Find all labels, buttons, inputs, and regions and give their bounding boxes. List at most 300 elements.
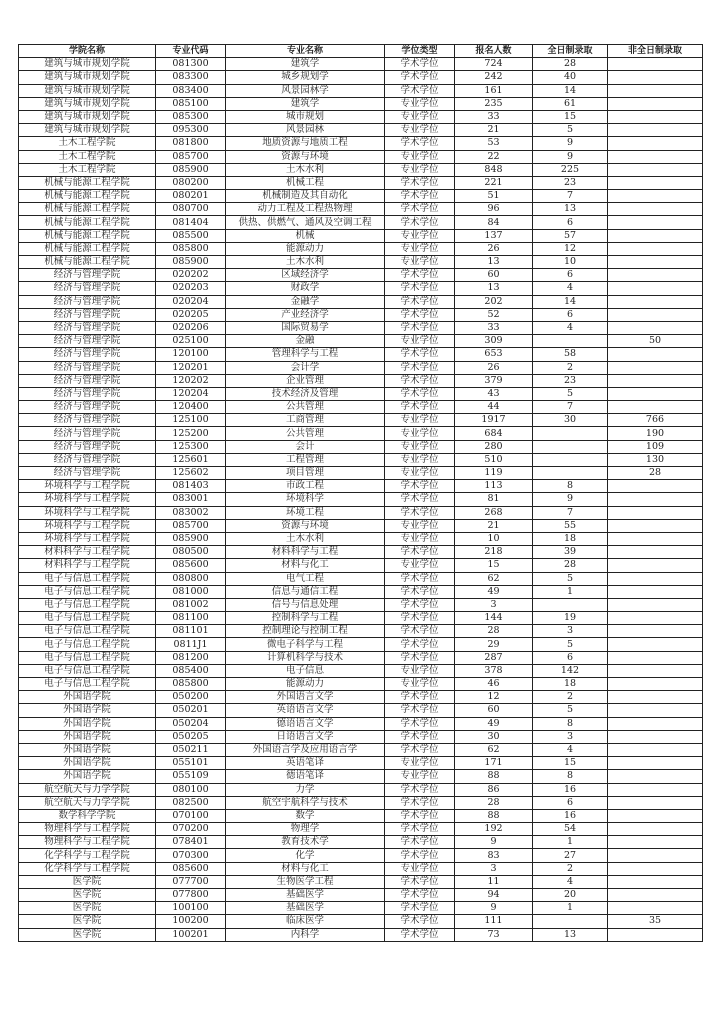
cell-fulltime-admitted: 12 [533,242,608,255]
cell-college: 材料科学与工程学院 [19,546,156,559]
cell-degree-type: 学术学位 [385,71,455,84]
cell-applicants: 242 [455,71,533,84]
cell-fulltime-admitted: 142 [533,664,608,677]
cell-fulltime-admitted: 39 [533,546,608,559]
cell-college: 电子与信息工程学院 [19,572,156,585]
cell-parttime-admitted [608,704,703,717]
cell-major-name: 建筑学 [226,58,385,71]
table-row [19,308,703,321]
cell-applicants: 51 [455,190,533,203]
cell-applicants: 9 [455,902,533,915]
cell-major-name: 日语语言文学 [226,730,385,743]
cell-major-name: 城乡规划学 [226,71,385,84]
cell-major-name: 英语笔译 [226,757,385,770]
cell-parttime-admitted [608,572,703,585]
cell-college: 建筑与城市规划学院 [19,71,156,84]
cell-degree-type: 学术学位 [385,585,455,598]
cell-major-code: 081300 [156,58,226,71]
table-row [19,889,703,902]
cell-degree-type: 学术学位 [385,638,455,651]
cell-major-name: 城市规划 [226,110,385,123]
table-row [19,717,703,730]
cell-major-name: 土木水利 [226,256,385,269]
header-fulltime-admitted: 全日制录取 [533,45,608,58]
table-row [19,783,703,796]
cell-major-code: 078401 [156,836,226,849]
cell-fulltime-admitted: 9 [533,493,608,506]
cell-college: 医学院 [19,875,156,888]
cell-fulltime-admitted: 5 [533,124,608,137]
cell-major-name: 德语语言文学 [226,717,385,730]
cell-major-name: 工商管理 [226,414,385,427]
cell-college: 土木工程学院 [19,150,156,163]
cell-major-code: 080700 [156,203,226,216]
cell-major-name: 力学 [226,783,385,796]
cell-parttime-admitted [608,532,703,545]
cell-applicants: 1917 [455,414,533,427]
cell-applicants: 218 [455,546,533,559]
cell-fulltime-admitted [533,598,608,611]
cell-major-code: 081200 [156,651,226,664]
cell-college: 经济与管理学院 [19,467,156,480]
cell-parttime-admitted: 50 [608,335,703,348]
cell-college: 数学科学学院 [19,809,156,822]
cell-degree-type: 专业学位 [385,664,455,677]
cell-fulltime-admitted: 1 [533,902,608,915]
cell-college: 机械与能源工程学院 [19,229,156,242]
cell-fulltime-admitted: 6 [533,269,608,282]
cell-parttime-admitted [608,374,703,387]
cell-degree-type: 学术学位 [385,282,455,295]
cell-parttime-admitted [608,401,703,414]
cell-applicants: 192 [455,823,533,836]
cell-degree-type: 学术学位 [385,717,455,730]
cell-applicants: 49 [455,717,533,730]
cell-degree-type: 专业学位 [385,97,455,110]
cell-college: 经济与管理学院 [19,348,156,361]
cell-fulltime-admitted: 2 [533,862,608,875]
table-row [19,295,703,308]
cell-applicants: 60 [455,704,533,717]
cell-degree-type: 学术学位 [385,572,455,585]
cell-college: 经济与管理学院 [19,282,156,295]
cell-fulltime-admitted: 20 [533,889,608,902]
cell-fulltime-admitted: 4 [533,743,608,756]
cell-degree-type: 专业学位 [385,559,455,572]
table-row [19,84,703,97]
table-row [19,493,703,506]
cell-applicants: 28 [455,625,533,638]
cell-college: 经济与管理学院 [19,295,156,308]
table-row [19,440,703,453]
cell-major-name: 会计 [226,440,385,453]
cell-applicants: 13 [455,282,533,295]
admissions-table [18,44,703,942]
cell-parttime-admitted [608,836,703,849]
cell-major-code: 020203 [156,282,226,295]
cell-applicants: 510 [455,453,533,466]
cell-applicants: 379 [455,374,533,387]
cell-parttime-admitted [608,163,703,176]
cell-major-code: 081800 [156,137,226,150]
cell-degree-type: 学术学位 [385,743,455,756]
cell-parttime-admitted [608,638,703,651]
cell-applicants: 11 [455,875,533,888]
cell-degree-type: 学术学位 [385,875,455,888]
cell-major-code: 085700 [156,519,226,532]
cell-college: 外国语学院 [19,757,156,770]
cell-parttime-admitted [608,480,703,493]
cell-college: 经济与管理学院 [19,361,156,374]
cell-major-code: 020202 [156,269,226,282]
table-row [19,97,703,110]
cell-parttime-admitted [608,203,703,216]
cell-applicants: 235 [455,97,533,110]
cell-fulltime-admitted: 4 [533,282,608,295]
cell-fulltime-admitted: 15 [533,110,608,123]
cell-degree-type: 学术学位 [385,137,455,150]
cell-major-code: 070300 [156,849,226,862]
cell-fulltime-admitted: 57 [533,229,608,242]
cell-degree-type: 学术学位 [385,730,455,743]
cell-applicants: 53 [455,137,533,150]
cell-degree-type: 专业学位 [385,453,455,466]
table-row [19,256,703,269]
cell-parttime-admitted [608,770,703,783]
cell-parttime-admitted [608,612,703,625]
cell-major-name: 物理学 [226,823,385,836]
cell-degree-type: 学术学位 [385,902,455,915]
cell-degree-type: 专业学位 [385,256,455,269]
cell-major-name: 基础医学 [226,889,385,902]
header-major-name: 专业名称 [226,45,385,58]
cell-major-code: 085500 [156,229,226,242]
cell-major-code: 050204 [156,717,226,730]
cell-degree-type: 学术学位 [385,387,455,400]
cell-degree-type: 学术学位 [385,625,455,638]
cell-degree-type: 专业学位 [385,163,455,176]
cell-degree-type: 学术学位 [385,308,455,321]
cell-college: 医学院 [19,902,156,915]
cell-fulltime-admitted: 6 [533,216,608,229]
table-row [19,743,703,756]
cell-degree-type: 学术学位 [385,598,455,611]
cell-major-name: 教育技术学 [226,836,385,849]
header-college: 学院名称 [19,45,156,58]
cell-major-name: 动力工程及工程热物理 [226,203,385,216]
cell-applicants: 81 [455,493,533,506]
cell-fulltime-admitted: 2 [533,691,608,704]
cell-applicants: 49 [455,585,533,598]
table-row [19,546,703,559]
cell-major-name: 数学 [226,809,385,822]
cell-major-name: 外国语言学及应用语言学 [226,743,385,756]
cell-college: 电子与信息工程学院 [19,598,156,611]
cell-fulltime-admitted: 30 [533,414,608,427]
cell-major-name: 企业管理 [226,374,385,387]
cell-major-name: 内科学 [226,928,385,941]
cell-applicants: 33 [455,321,533,334]
cell-major-name: 公共管理 [226,401,385,414]
header-degree-type: 学位类型 [385,45,455,58]
cell-college: 经济与管理学院 [19,453,156,466]
cell-major-code: 025100 [156,335,226,348]
cell-parttime-admitted [608,796,703,809]
cell-college: 外国语学院 [19,770,156,783]
cell-major-code: 080201 [156,190,226,203]
cell-major-name: 环境工程 [226,506,385,519]
cell-degree-type: 学术学位 [385,796,455,809]
cell-major-code: 085900 [156,256,226,269]
cell-parttime-admitted [608,691,703,704]
cell-college: 电子与信息工程学院 [19,678,156,691]
table-row [19,269,703,282]
cell-college: 机械与能源工程学院 [19,242,156,255]
cell-major-name: 英语语言文学 [226,704,385,717]
cell-parttime-admitted [608,242,703,255]
cell-major-code: 050200 [156,691,226,704]
cell-applicants: 33 [455,110,533,123]
cell-degree-type: 学术学位 [385,361,455,374]
table-row [19,809,703,822]
cell-parttime-admitted [608,928,703,941]
table-row [19,902,703,915]
cell-college: 环境科学与工程学院 [19,506,156,519]
cell-major-code: 085600 [156,559,226,572]
cell-fulltime-admitted: 5 [533,572,608,585]
table-row [19,612,703,625]
cell-parttime-admitted [608,757,703,770]
table-row [19,124,703,137]
cell-major-name: 供热、供燃气、通风及空调工程 [226,216,385,229]
cell-applicants: 22 [455,150,533,163]
table-row [19,401,703,414]
cell-college: 机械与能源工程学院 [19,203,156,216]
cell-college: 电子与信息工程学院 [19,664,156,677]
cell-college: 土木工程学院 [19,163,156,176]
cell-major-code: 080500 [156,546,226,559]
cell-fulltime-admitted: 16 [533,783,608,796]
cell-fulltime-admitted: 3 [533,625,608,638]
cell-major-code: 120202 [156,374,226,387]
cell-parttime-admitted: 109 [608,440,703,453]
cell-college: 电子与信息工程学院 [19,638,156,651]
cell-applicants: 161 [455,84,533,97]
table-row [19,242,703,255]
cell-applicants: 52 [455,308,533,321]
cell-applicants: 21 [455,124,533,137]
cell-applicants: 9 [455,836,533,849]
cell-fulltime-admitted: 19 [533,612,608,625]
cell-major-name: 土木水利 [226,532,385,545]
cell-applicants: 268 [455,506,533,519]
cell-parttime-admitted [608,519,703,532]
cell-parttime-admitted [608,295,703,308]
cell-degree-type: 学术学位 [385,704,455,717]
cell-applicants: 684 [455,427,533,440]
cell-college: 医学院 [19,889,156,902]
table-row [19,137,703,150]
cell-degree-type: 学术学位 [385,269,455,282]
table-row [19,598,703,611]
cell-major-name: 材料与化工 [226,862,385,875]
cell-major-code: 081101 [156,625,226,638]
cell-major-name: 公共管理 [226,427,385,440]
cell-college: 机械与能源工程学院 [19,256,156,269]
table-body [19,58,703,942]
cell-fulltime-admitted: 27 [533,849,608,862]
cell-degree-type: 专业学位 [385,229,455,242]
cell-major-code: 125200 [156,427,226,440]
cell-fulltime-admitted: 10 [533,256,608,269]
cell-major-name: 金融 [226,335,385,348]
table-row [19,730,703,743]
table-row [19,638,703,651]
cell-major-code: 083400 [156,84,226,97]
cell-parttime-admitted: 28 [608,467,703,480]
cell-degree-type: 专业学位 [385,678,455,691]
cell-degree-type: 专业学位 [385,532,455,545]
cell-fulltime-admitted: 13 [533,203,608,216]
cell-applicants: 28 [455,796,533,809]
cell-fulltime-admitted: 18 [533,678,608,691]
cell-college: 建筑与城市规划学院 [19,84,156,97]
table-row [19,625,703,638]
cell-degree-type: 专业学位 [385,757,455,770]
cell-college: 环境科学与工程学院 [19,480,156,493]
cell-degree-type: 学术学位 [385,295,455,308]
cell-applicants: 96 [455,203,533,216]
header-applicants: 报名人数 [455,45,533,58]
cell-major-name: 土木水利 [226,163,385,176]
cell-applicants: 62 [455,572,533,585]
table-row [19,335,703,348]
cell-parttime-admitted [608,190,703,203]
cell-fulltime-admitted: 3 [533,730,608,743]
cell-degree-type: 学术学位 [385,84,455,97]
table-row [19,467,703,480]
table-row [19,453,703,466]
cell-major-code: 020204 [156,295,226,308]
cell-college: 经济与管理学院 [19,269,156,282]
header-parttime-admitted: 非全日制录取 [608,45,703,58]
cell-college: 建筑与城市规划学院 [19,97,156,110]
cell-major-code: 082500 [156,796,226,809]
table-row [19,176,703,189]
cell-fulltime-admitted: 7 [533,506,608,519]
cell-parttime-admitted [608,651,703,664]
cell-major-code: 085800 [156,678,226,691]
cell-degree-type: 专业学位 [385,124,455,137]
cell-major-name: 能源动力 [226,678,385,691]
cell-degree-type: 学术学位 [385,374,455,387]
cell-degree-type: 专业学位 [385,519,455,532]
table-row [19,796,703,809]
cell-major-name: 控制理论与控制工程 [226,625,385,638]
cell-applicants: 43 [455,387,533,400]
cell-college: 外国语学院 [19,730,156,743]
cell-parttime-admitted [608,823,703,836]
cell-college: 医学院 [19,928,156,941]
table-row [19,414,703,427]
cell-parttime-admitted: 766 [608,414,703,427]
cell-fulltime-admitted [533,915,608,928]
table-row [19,229,703,242]
cell-major-name: 计算机科学与技术 [226,651,385,664]
cell-major-code: 120201 [156,361,226,374]
cell-parttime-admitted [608,902,703,915]
cell-fulltime-admitted: 1 [533,585,608,598]
cell-parttime-admitted [608,150,703,163]
table-row [19,559,703,572]
cell-degree-type: 专业学位 [385,467,455,480]
cell-major-name: 风景园林学 [226,84,385,97]
cell-major-name: 财政学 [226,282,385,295]
cell-major-name: 生物医学工程 [226,875,385,888]
cell-college: 经济与管理学院 [19,401,156,414]
cell-applicants: 15 [455,559,533,572]
cell-parttime-admitted [608,387,703,400]
cell-fulltime-admitted: 28 [533,559,608,572]
cell-major-code: 085800 [156,242,226,255]
cell-major-code: 070200 [156,823,226,836]
cell-major-name: 金融学 [226,295,385,308]
cell-fulltime-admitted: 6 [533,651,608,664]
cell-degree-type: 学术学位 [385,480,455,493]
cell-applicants: 94 [455,889,533,902]
cell-college: 机械与能源工程学院 [19,176,156,189]
cell-degree-type: 学术学位 [385,823,455,836]
cell-applicants: 44 [455,401,533,414]
cell-parttime-admitted [608,625,703,638]
cell-college: 电子与信息工程学院 [19,612,156,625]
cell-major-code: 085900 [156,163,226,176]
cell-major-code: 085700 [156,150,226,163]
cell-degree-type: 专业学位 [385,770,455,783]
cell-applicants: 280 [455,440,533,453]
cell-major-code: 120204 [156,387,226,400]
cell-applicants: 287 [455,651,533,664]
cell-degree-type: 学术学位 [385,691,455,704]
cell-parttime-admitted [608,506,703,519]
table-row [19,757,703,770]
cell-fulltime-admitted: 55 [533,519,608,532]
cell-fulltime-admitted: 7 [533,401,608,414]
table-row [19,770,703,783]
cell-degree-type: 学术学位 [385,928,455,941]
cell-applicants: 12 [455,691,533,704]
table-row [19,836,703,849]
cell-major-name: 材料与化工 [226,559,385,572]
cell-college: 经济与管理学院 [19,335,156,348]
cell-degree-type: 学术学位 [385,915,455,928]
cell-applicants: 848 [455,163,533,176]
cell-major-name: 机械制造及其自动化 [226,190,385,203]
table-row [19,691,703,704]
cell-degree-type: 学术学位 [385,321,455,334]
cell-major-name: 基础医学 [226,902,385,915]
cell-major-code: 100100 [156,902,226,915]
cell-fulltime-admitted: 5 [533,387,608,400]
cell-applicants: 84 [455,216,533,229]
cell-applicants: 73 [455,928,533,941]
cell-major-code: 080200 [156,176,226,189]
cell-applicants: 62 [455,743,533,756]
cell-major-name: 地质资源与地质工程 [226,137,385,150]
cell-applicants: 309 [455,335,533,348]
table-row [19,849,703,862]
cell-fulltime-admitted [533,453,608,466]
